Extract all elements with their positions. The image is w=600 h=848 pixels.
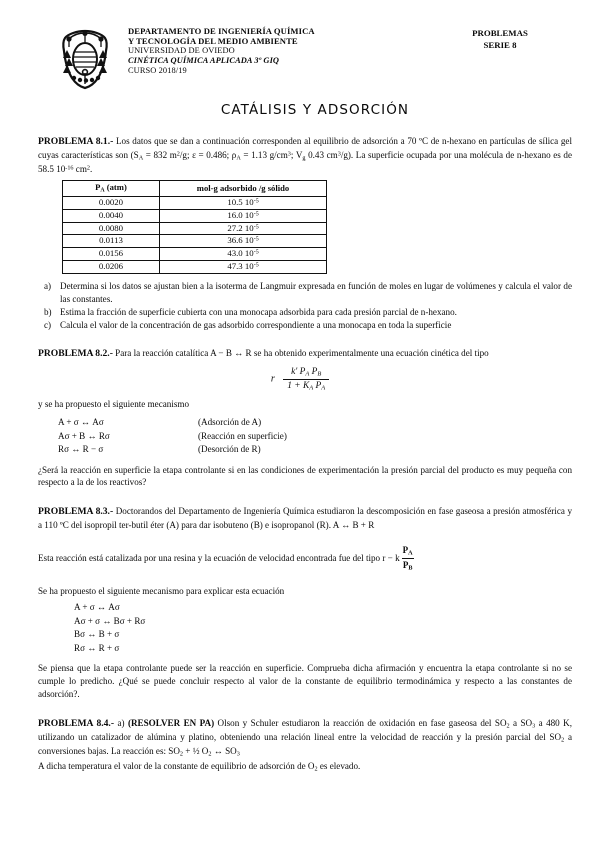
list-item [38, 306, 572, 319]
page-title: CATÁLISIS Y ADSORCIÓN [220, 102, 410, 118]
problem-83-conclusion: Se piensa que la etapa controlante puede ser la reacción en superficie. Comprueba dicha afirmación y encuentra la etapa controlante si no se cumple lo predicho. ¿Qué se puede concluir respecto al valor de la constante de equilibrio termodinámica y respecto a las constantes de adsorción?. [38, 662, 572, 699]
mechanism-equation: Aσ + B ↔ Rσ [58, 430, 110, 441]
o2-subscript: 2 [208, 750, 212, 758]
problem-81-text-4: = 1.13 g/cm [240, 149, 288, 160]
cell-pressure: 0.0040 [63, 209, 160, 222]
den-sub-a: A [309, 384, 314, 392]
num-k: k' P [291, 367, 306, 378]
spacer [0, 457, 600, 464]
cell-moles [160, 197, 327, 210]
ph-unit: (atm) [104, 181, 127, 192]
rho-subscript: A [236, 154, 241, 162]
problem-84-prefix: a) [114, 717, 128, 728]
problem-81-text-5: ; V [290, 149, 303, 160]
table-row [63, 248, 327, 261]
mechanism-step: A + σ ↔ Aσ [74, 602, 120, 613]
item-text: Determina si los datos se ajustan bien a la isoterma de Langmuir expresada en función de moles en lugar de volúmenes y calcula el valor de las constantes. [60, 280, 572, 304]
table-row [63, 235, 327, 248]
table-row [63, 209, 327, 222]
item-text: Calcula el valor de la concentración de gas adsorbido correspondiente a una monocapa en toda la superficie [60, 319, 452, 330]
cm3b-superscript: 3 [337, 150, 341, 158]
cell-moles-value: 16.0 10 [227, 209, 254, 220]
spacer [0, 331, 600, 347]
list-item [38, 319, 572, 332]
cell-moles [160, 261, 327, 274]
cell-pressure: 0.0080 [63, 222, 160, 235]
university-crest-icon [58, 28, 112, 90]
problem-83-mechanism-intro: Se ha propuesto el siguiente mecanismo para explicar esta ecuación [38, 586, 285, 597]
spacer [0, 701, 600, 717]
mechanism-step [58, 443, 600, 456]
equation-denominator [283, 380, 329, 392]
mechanism-note: (Desorción de R) [198, 444, 261, 455]
dept-line-2: Y TECNOLOGÍA DEL MEDIO AMBIENTE [128, 36, 298, 47]
cm2-superscript: 2 [86, 164, 90, 172]
vg-subscript: g [302, 154, 306, 162]
cm3-superscript: 3 [287, 150, 291, 158]
problem-81-text-9: . [90, 163, 93, 174]
document-header [0, 0, 600, 90]
rate-numerator [402, 544, 414, 559]
series-heading [430, 28, 570, 52]
so3-subscript: 3 [532, 722, 536, 730]
spacer [0, 573, 600, 585]
table-row [63, 261, 327, 274]
dept-line-1: DEPARTAMENTO DE INGENIERÍA QUÍMICA [128, 26, 315, 36]
problem-83-rate-line [0, 544, 600, 573]
mechanism-equation: Rσ ↔ R − σ [58, 444, 104, 455]
num-sub-a: A [305, 370, 310, 378]
problem-82-text: Para la reacción catalítica A − B ↔ R se ha obtenido experimentalmente una ecuación cinética del tipo [115, 348, 489, 359]
cell-moles-exponent: -5 [253, 211, 259, 218]
table-row [63, 197, 327, 210]
problem-84-text-2: a SO [509, 717, 533, 728]
problem-81-intro [0, 135, 600, 176]
dept-line-5: CURSO 2018/19 [128, 66, 187, 76]
mechanism-equation: A + σ ↔ Aσ [58, 417, 104, 428]
cell-moles [160, 222, 327, 235]
serie-label: SERIE 8 [483, 39, 517, 50]
problem-81-text-2: = 832 m [143, 149, 177, 160]
mechanism-note: (Adsorción de A) [198, 417, 262, 428]
item-marker: b) [44, 306, 52, 317]
cell-moles-value: 43.0 10 [227, 248, 254, 259]
problem-83-number: PROBLEMA 8.3.- [38, 506, 114, 518]
column-header-moles: mol-g adsorbido /g sólido [160, 180, 327, 196]
rate-den-p: P [402, 560, 409, 571]
problem-84-bold-note: (RESOLVER EN PA) [127, 717, 215, 728]
problem-81-text-6: 0.43 cm [305, 149, 338, 160]
m2-superscript: 2 [176, 150, 180, 158]
problem-84-text-4: a conversiones bajas. La reacción es: SO [38, 732, 572, 757]
problem-84-text-1: Olson y Schuler estudiaron la reacción de oxidación en fase gaseosa del SO [214, 717, 507, 728]
problem-84-text-5: + ½ O [183, 746, 209, 757]
problem-83-mechanism [0, 601, 600, 655]
cell-moles [160, 248, 327, 261]
spacer [0, 391, 600, 398]
problem-82-mechanism [0, 416, 600, 456]
den-1k: 1 + K [287, 380, 310, 391]
cell-moles [160, 235, 327, 248]
mechanism-step [58, 430, 600, 443]
cell-moles-value: 27.2 10 [227, 222, 254, 233]
cell-moles-exponent: -5 [253, 224, 259, 231]
table-row [63, 222, 327, 235]
department-heading [128, 26, 430, 76]
mechanism-note: (Reacción en superficie) [198, 430, 287, 441]
problem-81-items [0, 280, 600, 332]
final-text: A dicha temperatura el valor de la constante de equilibrio de adsorción de O [38, 760, 315, 771]
problem-81-text-7: /g). La superficie ocupada por una molécula de n-hexano es de 58.5 10 [38, 149, 573, 174]
problem-83-text: Doctorandos del Departamento de Ingeniería Química estudiaron la descomposición en fase gaseosa a presión atmosférica y a 110 ºC del isopropil ter-butil éter (A) para dar isobuteno (B) e isopropanol (R). A ↔ B + R [38, 506, 572, 530]
exp-superscript: -16 [65, 164, 74, 172]
problem-83-intro [0, 505, 600, 532]
so3b-subscript: 3 [236, 750, 240, 758]
cell-moles-exponent: -5 [253, 262, 259, 269]
problem-82-number: PROBLEMA 8.2.- [38, 348, 113, 360]
so2b-subscript: 2 [561, 736, 565, 744]
cell-moles-exponent: -5 [253, 198, 259, 205]
ph-label: P [95, 181, 101, 192]
rate-num-p: P [402, 544, 409, 555]
column-header-pressure [63, 180, 160, 196]
num-mid: P [309, 367, 318, 378]
equation-fraction [283, 367, 329, 391]
cell-moles-value: 47.3 10 [227, 261, 254, 272]
dept-line-4: CINÉTICA QUÍMICA APLICADA 3º GIQ [128, 56, 280, 66]
spacer [0, 532, 600, 544]
adsorption-data-table-wrapper [0, 180, 600, 274]
problem-84-intro [0, 717, 600, 760]
rate-den-sub: B [408, 565, 413, 572]
o2-final-subscript: 2 [314, 765, 318, 773]
mechanism-step: Bσ ↔ B + σ [74, 629, 120, 640]
final-text-end: es elevado. [317, 760, 361, 771]
spacer [0, 489, 600, 505]
item-text: Estima la fracción de superficie cubierta con una monocapa adsorbida para cada presión parcial de n-hexano. [60, 306, 457, 317]
problemas-label: PROBLEMAS [472, 28, 528, 38]
problem-82-intro [0, 347, 600, 361]
table-body [63, 197, 327, 274]
dept-line-3: UNIVERSIDAD DE OVIEDO [128, 46, 235, 56]
ph-subscript: A [100, 187, 105, 194]
den-mid: P [313, 380, 322, 391]
mechanism-step: Rσ ↔ R + σ [74, 642, 120, 653]
cell-moles-exponent: -5 [253, 249, 259, 256]
cell-pressure: 0.0113 [63, 235, 160, 248]
rate-denominator [402, 559, 414, 573]
table-header-row [63, 180, 327, 196]
cell-moles-value: 10.5 10 [227, 197, 254, 208]
rate-intro-text: Esta reacción está catalizada por una resina y la ecuación de velocidad encontrada fue del tipo r − k [38, 552, 400, 563]
problem-81-text-8: cm [73, 163, 87, 174]
problem-82-equation [0, 367, 600, 391]
cell-pressure: 0.0020 [63, 197, 160, 210]
cell-moles-exponent: -5 [253, 236, 259, 243]
mechanism-step: Aσ + σ ↔ Bσ + Rσ [74, 615, 146, 626]
item-marker: a) [44, 280, 52, 291]
problem-81-text-3: /g; ε = 0.486; ρ [179, 149, 237, 160]
cell-pressure: 0.0156 [63, 248, 160, 261]
cell-moles [160, 209, 327, 222]
so2c-subscript: 2 [179, 750, 184, 758]
sg-subscript: A [138, 154, 144, 162]
num-sub-b: B [317, 370, 322, 378]
rate-fraction [402, 544, 414, 573]
problem-82-question: ¿Será la reacción en superficie la etapa controlante si en las condiciones de experimentación la presión parcial del producto es muy pequeña con respecto a la de los reactivos? [38, 464, 572, 488]
problem-84-text-6: ↔ SO [211, 746, 237, 757]
problem-81-number: PROBLEMA 8.1.- [38, 136, 114, 147]
item-marker: c) [44, 319, 52, 330]
cell-pressure: 0.0206 [63, 261, 160, 274]
list-item [38, 280, 572, 306]
equation-numerator [283, 367, 329, 380]
rate-num-sub: A [408, 550, 413, 557]
problem-84-final-line [0, 760, 600, 774]
adsorption-data-table [62, 180, 327, 274]
problem-84-text-3: a 480 K, utilizando un catalizador de alúmina y platino, obteniendo una relación lineal entre la velocidad de reacción y la presión parcial del SO [38, 717, 572, 742]
so2-subscript: 2 [506, 722, 510, 730]
problem-82-mechanism-intro: y se ha propuesto el siguiente mecanismo [38, 399, 190, 410]
den-sub-a2: A [321, 384, 326, 392]
spacer [0, 655, 600, 662]
cell-moles-value: 36.6 10 [227, 235, 254, 246]
equation-lhs: r [270, 373, 275, 385]
problem-81-text-1: Los datos que se dan a continuación corresponden al equilibrio de adsorción a 70 ºC de n-hexano en partículas de sílica gel cuyas características son (S [38, 136, 572, 160]
problem-84-number: PROBLEMA 8.4.- [38, 717, 115, 729]
mechanism-step [58, 416, 600, 429]
